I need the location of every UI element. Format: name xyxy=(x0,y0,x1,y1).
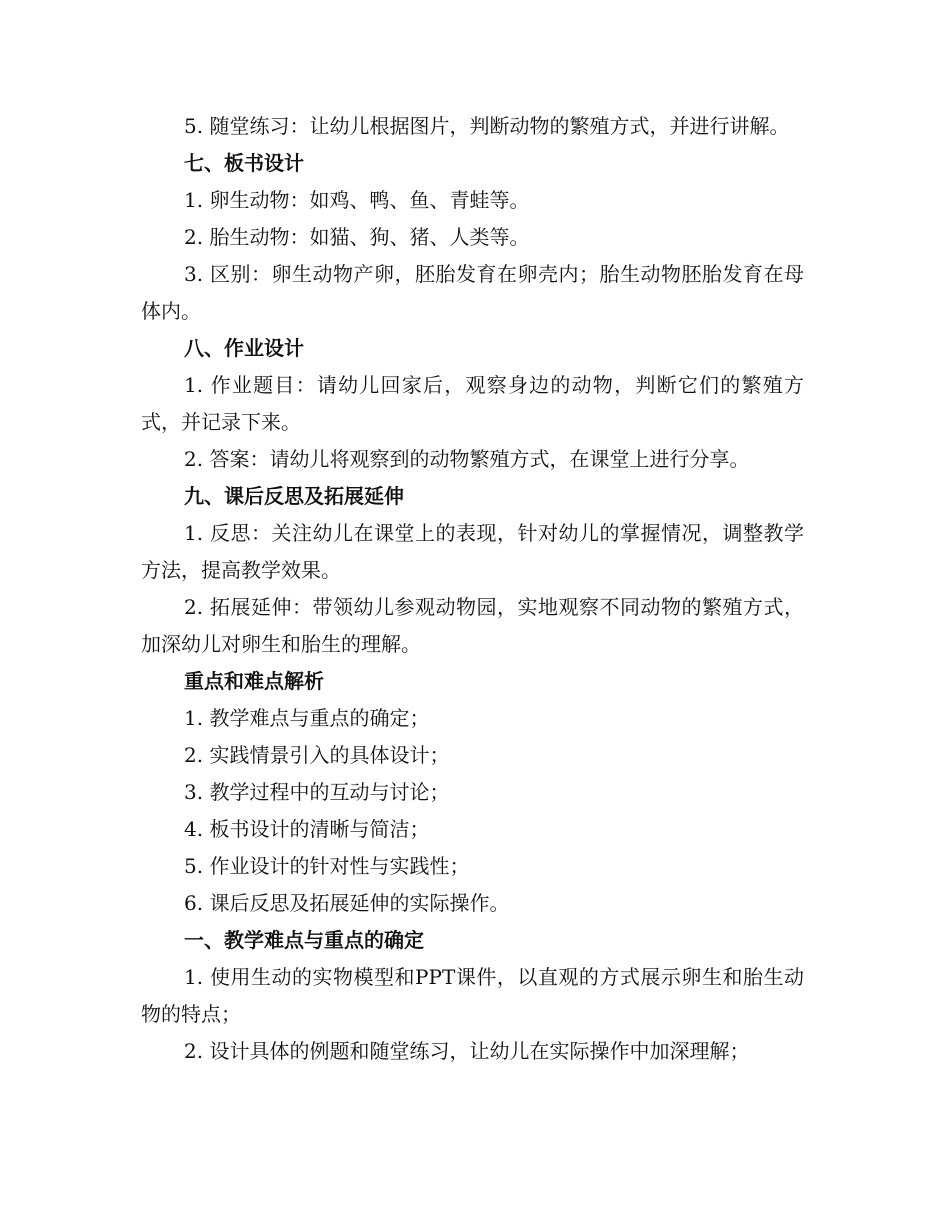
paragraph-key-point-2: 2. 实践情景引入的具体设计； xyxy=(184,743,450,767)
section-heading-difficulty: 一、教学难点与重点的确定 xyxy=(184,928,424,952)
paragraph-key-point-4: 4. 板书设计的清晰与简洁； xyxy=(184,817,430,841)
paragraph-key-point-5: 5. 作业设计的针对性与实践性； xyxy=(184,854,470,878)
document-body xyxy=(141,108,804,1070)
paragraph-practice-item-5: 5. 随堂练习：让幼儿根据图片，判断动物的繁殖方式，并进行讲解。 xyxy=(184,114,790,138)
paragraph-key-point-3: 3. 教学过程中的互动与讨论； xyxy=(184,780,450,804)
paragraph-difficulty-item-2: 2. 设计具体的例题和随堂练习，让幼儿在实际操作中加深理解； xyxy=(184,1039,750,1063)
section-heading-key-points: 重点和难点解析 xyxy=(184,669,324,693)
paragraph-homework-item-1: 1. 作业题目：请幼儿回家后，观察身边的动物，判断它们的繁殖方式，并记录下来。 xyxy=(141,373,804,434)
section-heading-board-design: 七、板书设计 xyxy=(184,151,304,175)
paragraph-homework-item-2: 2. 答案：请幼儿将观察到的动物繁殖方式，在课堂上进行分享。 xyxy=(184,447,750,471)
paragraph-difficulty-item-1: 1. 使用生动的实物模型和PPT课件，以直观的方式展示卵生和胎生动物的特点； xyxy=(141,965,804,1026)
paragraph-board-item-3: 3. 区别：卵生动物产卵，胚胎发育在卵壳内；胎生动物胚胎发育在母体内。 xyxy=(141,262,804,323)
paragraph-key-point-1: 1. 教学难点与重点的确定； xyxy=(184,706,430,730)
paragraph-board-item-2: 2. 胎生动物：如猫、狗、猪、人类等。 xyxy=(184,225,530,249)
section-heading-homework: 八、作业设计 xyxy=(184,336,304,360)
section-heading-reflection: 九、课后反思及拓展延伸 xyxy=(184,484,404,508)
paragraph-board-item-1: 1. 卵生动物：如鸡、鸭、鱼、青蛙等。 xyxy=(184,188,530,212)
paragraph-key-point-6: 6. 课后反思及拓展延伸的实际操作。 xyxy=(184,891,510,915)
paragraph-reflection-item-2: 2. 拓展延伸：带领幼儿参观动物园，实地观察不同动物的繁殖方式，加深幼儿对卵生和胎生的理解。 xyxy=(141,595,804,656)
paragraph-reflection-item-1: 1. 反思：关注幼儿在课堂上的表现，针对幼儿的掌握情况，调整教学方法，提高教学效果。 xyxy=(141,521,804,582)
